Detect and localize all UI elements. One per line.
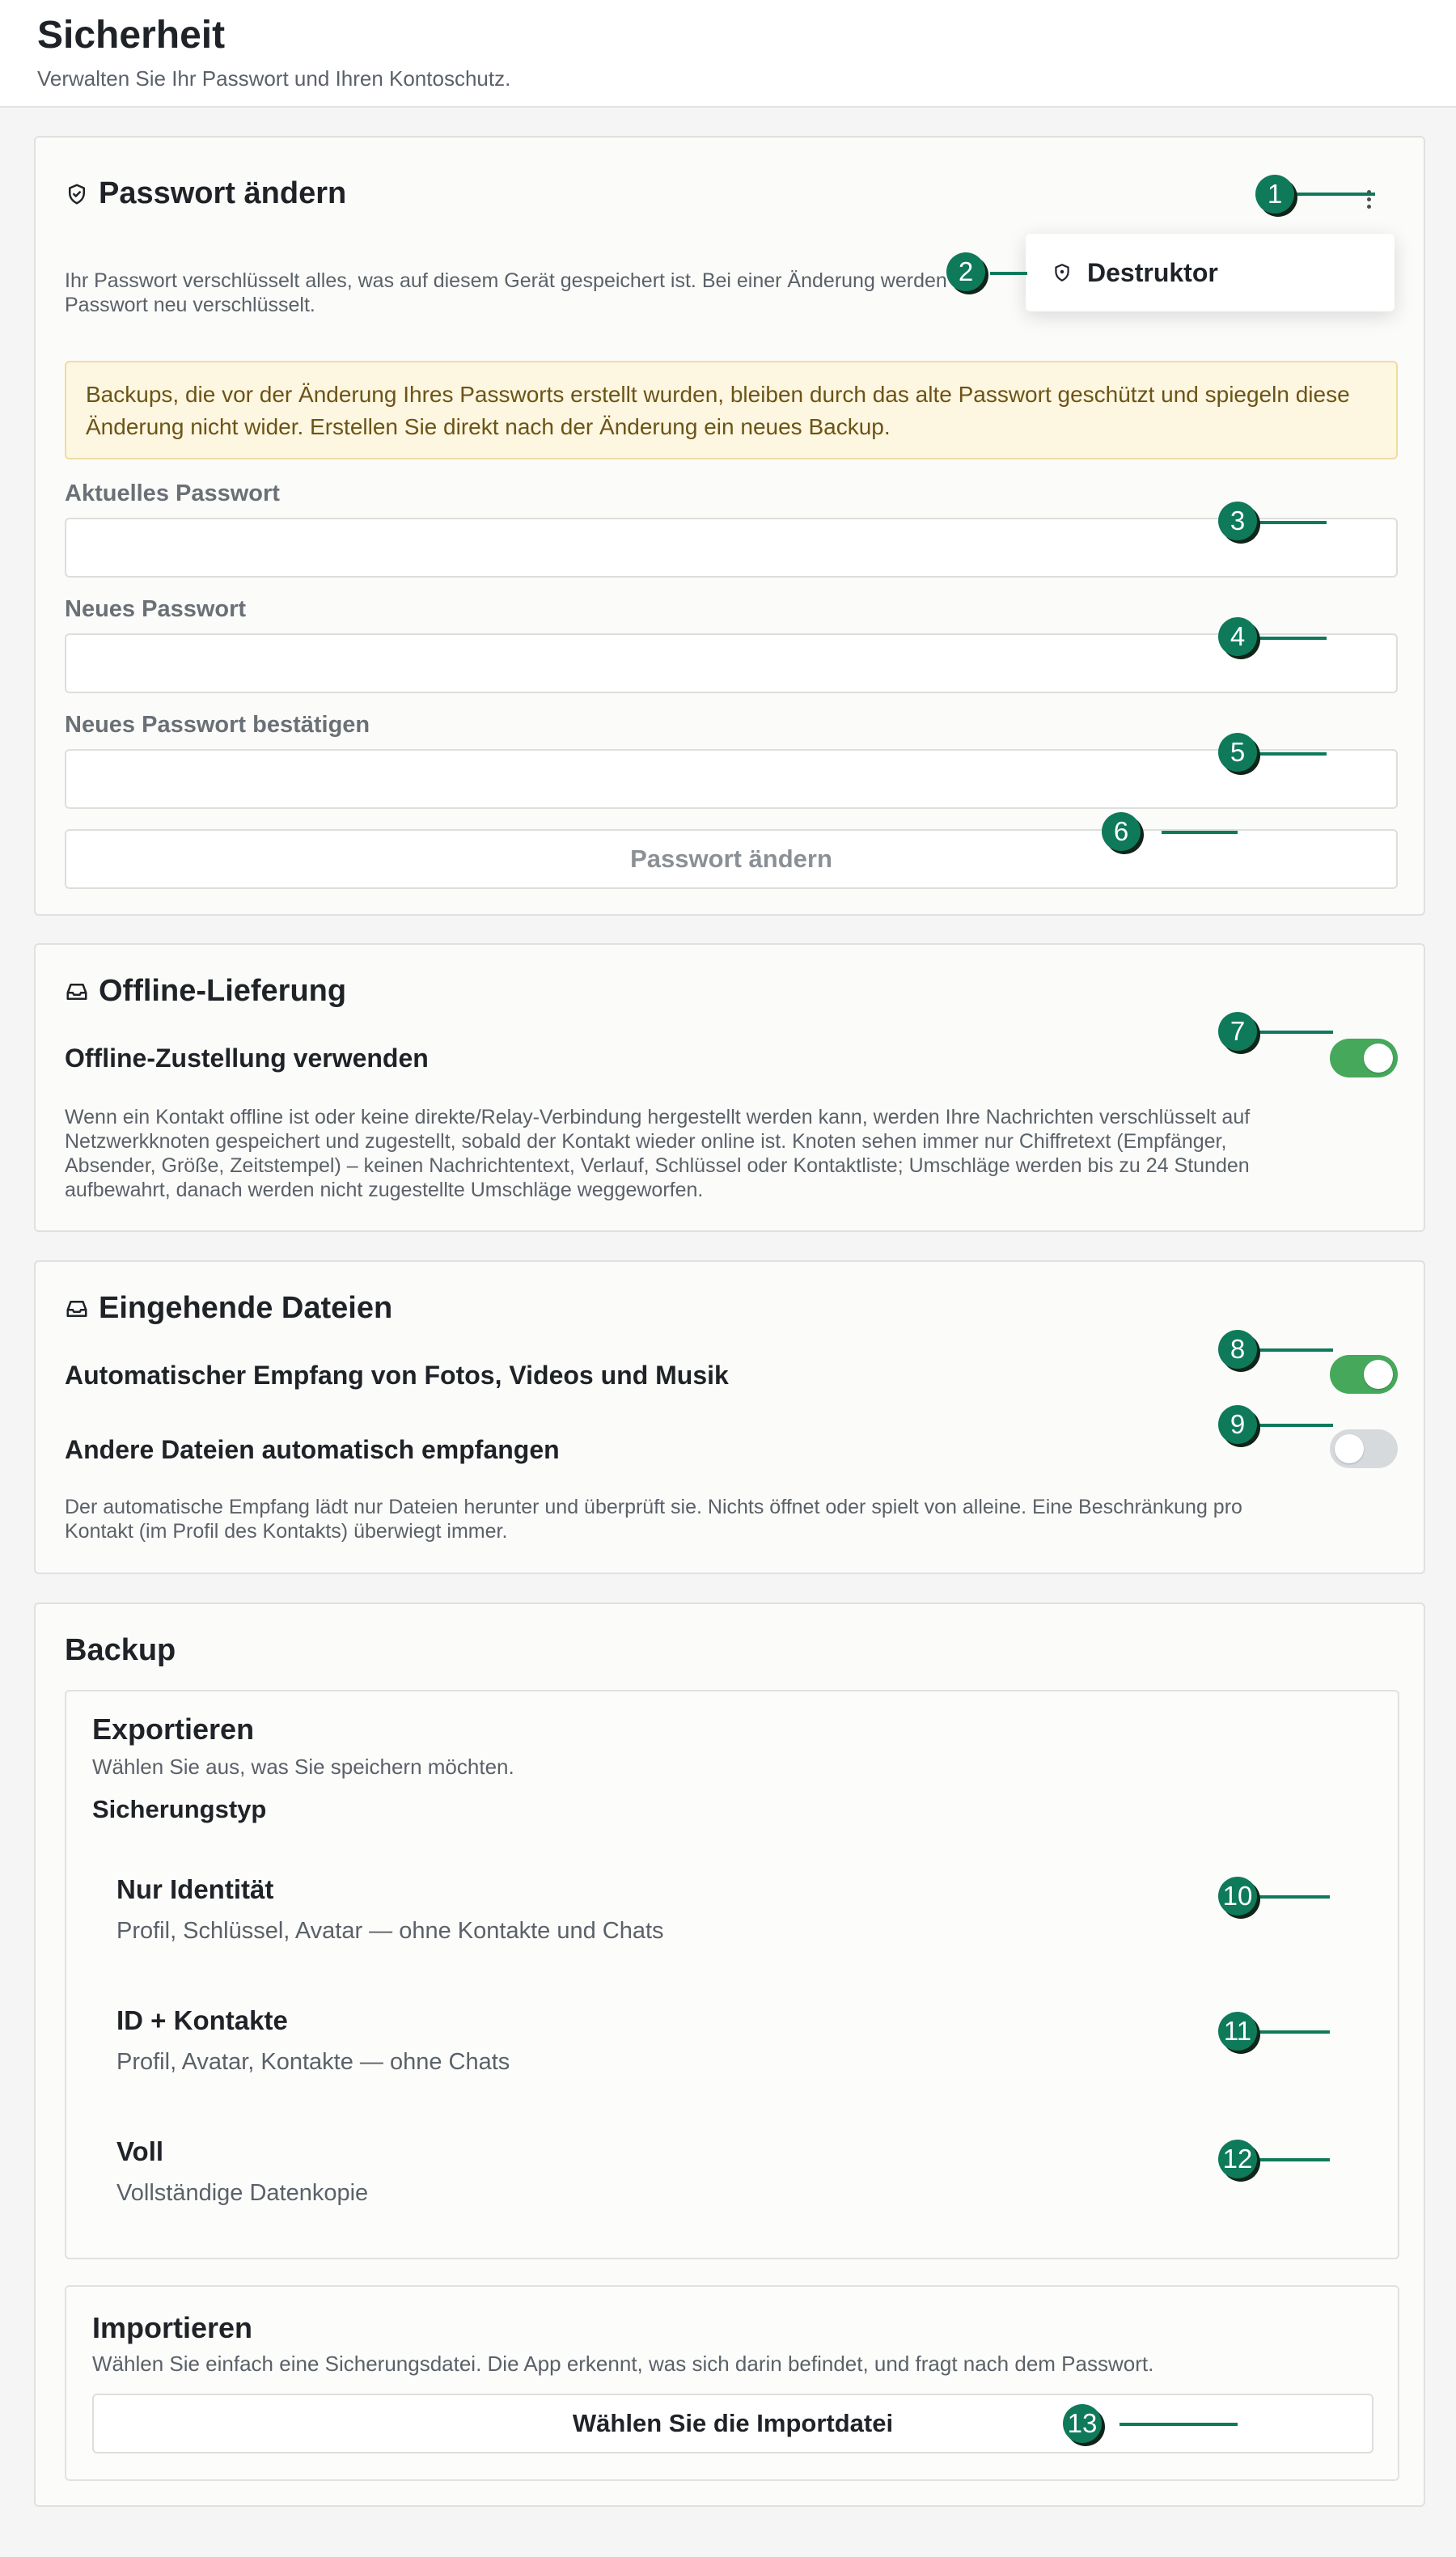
offline-toggle-label: Offline-Zustellung verwenden	[65, 1044, 429, 1073]
marker-leader	[1259, 2030, 1330, 2034]
backup-warning: Backups, die vor der Änderung Ihres Passworts erstellt wurden, bleiben durch das alte Passwort geschützt und spiegeln diese Änderung nicht wider. Erstellen Sie direkt nach der Änderung ein neues Backup.	[65, 361, 1398, 459]
marker-leader	[1120, 2423, 1238, 2426]
marker-1: 1	[1255, 175, 1294, 214]
menu-item-destructor[interactable]: Destruktor	[1087, 257, 1218, 287]
more-options-button[interactable]	[1352, 183, 1385, 215]
export-title: Exportieren	[92, 1712, 255, 1746]
marker-4: 4	[1218, 617, 1257, 656]
import-title: Importieren	[92, 2311, 253, 2344]
backup-card-title: Backup	[65, 1633, 176, 1667]
marker-leader	[1259, 1031, 1333, 1034]
auto-other-toggle[interactable]	[1330, 1429, 1398, 1468]
auto-media-toggle[interactable]	[1330, 1355, 1398, 1394]
shield-icon	[1052, 262, 1073, 283]
import-panel	[65, 2285, 1399, 2481]
menu-dot	[1367, 197, 1371, 201]
marker-leader	[990, 272, 1027, 275]
offline-description: Wenn ein Kontakt offline ist oder keine direkte/Relay-Verbindung hergestellt werden kann, werden Ihre Nachrichten verschlüsselt auf Netzwerkknoten gespeichert und zugestellt, sobald der Kontakt wieder online ist. Knoten sehen immer nur Chiffretext (Empfänger, Absender, Größe, Zeitstempel) – keinen Nachrichtentext, Verlauf, Schlüssel oder Kontaktliste; Umschläge werden bis zu 24 Stunden aufbewahrt, danach werden nicht zugestellte Umschläge weggeworfen.	[65, 1106, 1251, 1201]
marker-13: 13	[1063, 2404, 1102, 2443]
confirm-password-label: Neues Passwort bestätigen	[65, 712, 370, 738]
choose-import-file-button[interactable]: Wählen Sie die Importdatei	[92, 2394, 1373, 2453]
marker-leader	[1259, 1348, 1333, 1352]
page-title: Sicherheit	[37, 14, 226, 57]
marker-leader	[1259, 1895, 1330, 1899]
marker-leader	[1259, 1424, 1333, 1427]
incoming-description: Der automatische Empfang lädt nur Dateien herunter und überprüft sie. Nichts öffnet oder spielt von alleine. Eine Beschränkung pro Kontakt (im Profil des Kontakts) überwiegt immer.	[65, 1496, 1242, 1543]
marker-6: 6	[1102, 812, 1141, 851]
password-card-title: Passwort ändern	[65, 176, 346, 211]
offline-card-title: Offline-Lieferung	[65, 974, 346, 1009]
backup-card	[34, 1602, 1425, 2507]
offline-card	[34, 943, 1425, 1232]
marker-9: 9	[1218, 1405, 1257, 1444]
toggle-knob	[1364, 1044, 1393, 1073]
current-password-label: Aktuelles Passwort	[65, 480, 280, 506]
confirm-password-input[interactable]	[65, 749, 1398, 809]
offline-delivery-toggle[interactable]	[1330, 1039, 1398, 1077]
marker-7: 7	[1218, 1012, 1257, 1051]
import-description: Wählen Sie einfach eine Sicherungsdatei. Die App erkennt, was sich darin befindet, und fragt nach dem Passwort.	[92, 2352, 1154, 2376]
new-password-label: Neues Passwort	[65, 596, 247, 622]
page-subtitle: Verwalten Sie Ihr Passwort und Ihren Kontoschutz.	[37, 66, 511, 91]
inbox-icon	[65, 980, 89, 1004]
marker-leader	[1259, 2158, 1330, 2161]
incoming-files-card	[34, 1260, 1425, 1574]
marker-leader	[1259, 521, 1327, 524]
export-description: Wählen Sie aus, was Sie speichern möchten.	[92, 1755, 514, 1779]
marker-2: 2	[946, 252, 985, 291]
password-description: Ihr Passwort verschlüsselt alles, was auf diesem Gerät gespeichert ist. Bei einer Änderung werden Passwort neu verschlüsselt.	[65, 269, 947, 316]
toggle-knob	[1364, 1360, 1393, 1389]
auto-other-label: Andere Dateien automatisch empfangen	[65, 1435, 560, 1464]
backup-type-label: Sicherungstyp	[92, 1795, 267, 1823]
toggle-knob	[1335, 1434, 1364, 1463]
marker-3: 3	[1218, 502, 1257, 540]
change-password-button[interactable]: Passwort ändern	[65, 829, 1398, 889]
export-panel: Exportieren Wählen Sie aus, was Sie speichern möchten. Sicherungstyp Nur Identität Profil, Schlüssel, Avatar — ohne Kontakte und Chats ID + Kontakte Profil, Avatar, Kontakte — ohne Chats Voll Vollständige Datenkopie	[65, 1690, 1399, 2259]
page-header	[0, 0, 1456, 108]
marker-leader	[1259, 752, 1327, 756]
new-password-input[interactable]	[65, 633, 1398, 693]
shield-check-icon	[65, 182, 89, 206]
marker-leader	[1162, 831, 1238, 834]
incoming-card-title: Eingehende Dateien	[65, 1291, 392, 1326]
marker-10: 10	[1218, 1877, 1257, 1916]
inbox-icon	[65, 1297, 89, 1321]
menu-dot	[1367, 205, 1371, 209]
auto-media-label: Automatischer Empfang von Fotos, Videos und Musik	[65, 1361, 729, 1390]
marker-11: 11	[1218, 2012, 1257, 2051]
options-dropdown	[1026, 234, 1395, 311]
marker-5: 5	[1218, 733, 1257, 772]
marker-12: 12	[1218, 2140, 1257, 2178]
current-password-input[interactable]	[65, 518, 1398, 578]
marker-8: 8	[1218, 1330, 1257, 1369]
marker-leader	[1259, 637, 1327, 640]
